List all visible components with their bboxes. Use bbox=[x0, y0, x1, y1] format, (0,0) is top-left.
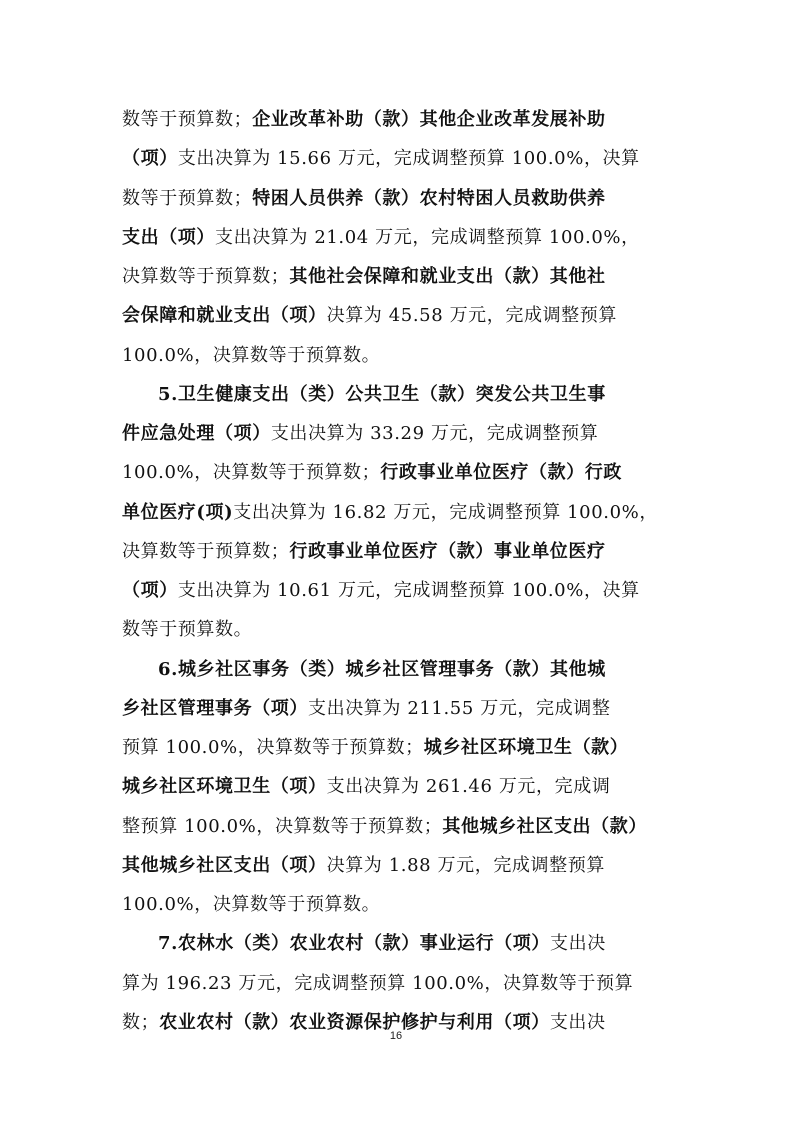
page-number: 16 bbox=[389, 1030, 403, 1042]
heading-run: 其他社会保障和就业支出（款）其他社 bbox=[289, 266, 606, 287]
heading-run: 行政事业单位医疗（款）事业单位医疗 bbox=[289, 540, 606, 562]
text-line bbox=[122, 414, 674, 453]
heading-run: 企业改革补助（款）其他企业改革发展补助 bbox=[252, 109, 606, 130]
text-run: 支出决 bbox=[550, 933, 606, 955]
text-line bbox=[122, 336, 674, 375]
text-run: 预算 100.0%，决算数等于预算数； bbox=[122, 737, 424, 758]
text-run: 整预算 100.0%，决算数等于预算数； bbox=[122, 815, 443, 837]
text-run: 100.0%，决算数等于预算数。 bbox=[122, 344, 381, 366]
text-run: 支出决算为 15.66 万元，完成调整预算 100.0%，决算 bbox=[177, 148, 640, 170]
text-line bbox=[122, 846, 674, 885]
text-run: 数等于预算数； bbox=[122, 187, 253, 209]
text-line bbox=[122, 807, 674, 846]
heading-run: 5.卫生健康支出（类）公共卫生（款）突发公共卫生事 bbox=[158, 383, 606, 405]
text-run: 支出决算为 10.61 万元，完成调整预算 100.0%，决算 bbox=[177, 580, 640, 601]
heading-run: 单位医疗(项) bbox=[122, 501, 234, 523]
text-line bbox=[122, 571, 674, 610]
text-run: 数等于预算数。 bbox=[122, 619, 253, 641]
heading-run: 会保障和就业支出（项） bbox=[122, 305, 327, 327]
heading-run: 其他城乡社区支出（款） bbox=[442, 815, 647, 837]
text-line bbox=[122, 218, 674, 257]
text-line bbox=[122, 257, 674, 296]
text-line bbox=[122, 100, 674, 139]
heading-run: 行政事业单位医疗（款）行政 bbox=[380, 462, 623, 484]
text-run: 支出决算为 16.82 万元，完成调整预算 100.0%， bbox=[233, 501, 658, 523]
heading-run: （项） bbox=[122, 580, 178, 601]
text-run: 支出决算为 21.04 万元，完成调整预算 100.0%， bbox=[215, 226, 640, 248]
heading-run: 农业农村（款）农业资源保护修护与利用（项） bbox=[159, 1011, 550, 1033]
text-run: 决算数等于预算数； bbox=[122, 266, 290, 287]
text-run: 100.0%，决算数等于预算数； bbox=[122, 462, 381, 484]
text-run: 支出决 bbox=[549, 1011, 606, 1033]
text-run: 算为 196.23 万元，完成调整预算 100.0%，决算数等于预算 bbox=[122, 972, 634, 994]
text-line bbox=[122, 728, 674, 767]
text-run: 决算为 45.58 万元，完成调整预算 bbox=[326, 305, 617, 327]
text-line bbox=[122, 139, 674, 178]
text-run: 决算数等于预算数； bbox=[122, 540, 290, 562]
text-run: 数； bbox=[122, 1011, 160, 1033]
text-run: 支出决算为 211.55 万元，完成调整 bbox=[308, 697, 611, 719]
text-run: 决算为 1.88 万元，完成调整预算 bbox=[326, 854, 605, 876]
heading-run: 城乡社区环境卫生（款） bbox=[423, 737, 629, 758]
heading-run: 6.城乡社区事务（类）城乡社区管理事务（款）其他城 bbox=[158, 658, 606, 680]
section-heading-line bbox=[122, 924, 674, 963]
heading-run: 7.农林水（类）农业农村（款）事业运行（项） bbox=[158, 933, 550, 955]
text-run: 支出决算为 33.29 万元，完成调整预算 bbox=[270, 423, 599, 444]
heading-run: 乡社区管理事务（项） bbox=[122, 697, 308, 719]
text-line bbox=[122, 453, 674, 492]
text-run: 100.0%，决算数等于预算数。 bbox=[122, 894, 381, 915]
heading-run: 城乡社区环境卫生（项） bbox=[122, 776, 327, 798]
heading-run: 特困人员供养（款）农村特困人员救助供养 bbox=[252, 187, 606, 209]
section-heading-line bbox=[122, 650, 674, 689]
text-line bbox=[122, 179, 674, 218]
heading-run: 其他城乡社区支出（项） bbox=[122, 854, 327, 876]
heading-run: 件应急处理（项） bbox=[122, 423, 271, 444]
text-line bbox=[122, 964, 674, 1003]
text-line bbox=[122, 532, 674, 571]
section-heading-line bbox=[122, 375, 674, 414]
text-line bbox=[122, 610, 674, 649]
text-line bbox=[122, 885, 674, 924]
text-line bbox=[122, 767, 674, 806]
heading-run: 支出（项） bbox=[122, 226, 215, 248]
text-line bbox=[122, 689, 674, 728]
text-run: 支出决算为 261.46 万元，完成调 bbox=[326, 776, 611, 798]
text-line bbox=[122, 296, 674, 335]
document-body bbox=[122, 100, 674, 1042]
heading-run: （项） bbox=[122, 148, 178, 170]
text-run: 数等于预算数； bbox=[122, 109, 253, 130]
text-line bbox=[122, 493, 674, 532]
